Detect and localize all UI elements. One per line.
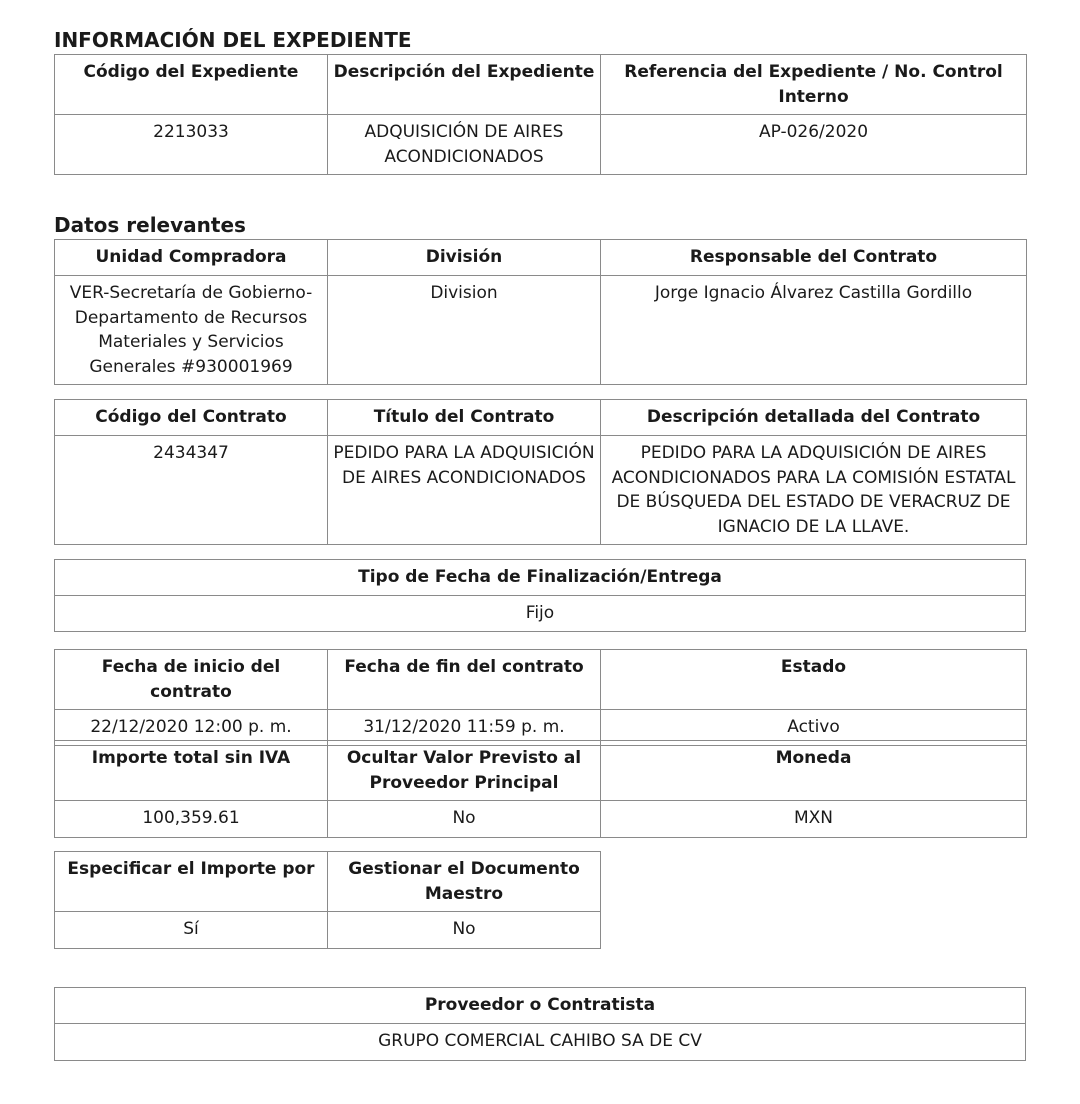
header-descripcion-contrato: Descripción detallada del Contrato: [601, 400, 1027, 436]
table-row: [55, 596, 1026, 632]
value-proveedor: GRUPO COMERCIAL CAHIBO SA DE CV: [55, 1024, 1026, 1061]
header-unidad-compradora: Unidad Compradora: [55, 240, 328, 276]
value-estado: Activo: [601, 710, 1027, 746]
value-division: Division: [328, 276, 601, 385]
contrato-table: [54, 399, 1027, 545]
value-tipo-fecha: Fijo: [55, 596, 1026, 632]
importe-table: [54, 740, 1027, 838]
value-importe-total: 100,359.61: [55, 801, 328, 838]
expediente-heading: INFORMACIÓN DEL EXPEDIENTE: [54, 28, 412, 52]
datos-relevantes-heading: Datos relevantes: [54, 213, 246, 237]
value-fecha-inicio: 22/12/2020 12:00 p. m.: [55, 710, 328, 746]
table-row: [55, 912, 601, 949]
value-especificar-importe: Sí: [55, 912, 328, 949]
table-row: [55, 276, 1027, 385]
expediente-table: [54, 54, 1027, 175]
header-codigo-expediente: Código del Expediente: [55, 55, 328, 115]
value-ocultar-valor: No: [328, 801, 601, 838]
proveedor-table: [54, 987, 1026, 1061]
table-header-row: [55, 988, 1026, 1024]
header-referencia-expediente: Referencia del Expediente / No. Control Interno: [601, 55, 1027, 115]
table-header-row: [55, 852, 601, 912]
header-importe-total: Importe total sin IVA: [55, 741, 328, 801]
header-titulo-contrato: Título del Contrato: [328, 400, 601, 436]
value-unidad-compradora: VER-Secretaría de Gobierno-Departamento de Recursos Materiales y Servicios Generales #930001969: [55, 276, 328, 385]
table-header-row: [55, 741, 1027, 801]
value-descripcion-contrato: PEDIDO PARA LA ADQUISICIÓN DE AIRES ACONDICIONADOS PARA LA COMISIÓN ESTATAL DE BÚSQUEDA DEL ESTADO DE VERACRUZ DE IGNACIO DE LA LLAVE.: [601, 436, 1027, 545]
value-codigo-expediente: 2213033: [55, 115, 328, 175]
header-proveedor: Proveedor o Contratista: [55, 988, 1026, 1024]
header-gestionar-documento: Gestionar el Documento Maestro: [328, 852, 601, 912]
header-estado: Estado: [601, 650, 1027, 710]
table-row: [55, 115, 1027, 175]
fechas-table: [54, 649, 1027, 746]
header-ocultar-valor: Ocultar Valor Previsto al Proveedor Principal: [328, 741, 601, 801]
table-header-row: [55, 240, 1027, 276]
header-codigo-contrato: Código del Contrato: [55, 400, 328, 436]
value-fecha-fin: 31/12/2020 11:59 p. m.: [328, 710, 601, 746]
header-fecha-inicio: Fecha de inicio del contrato: [55, 650, 328, 710]
header-responsable: Responsable del Contrato: [601, 240, 1027, 276]
especificar-table: [54, 851, 601, 949]
header-descripcion-expediente: Descripción del Expediente: [328, 55, 601, 115]
value-referencia-expediente: AP-026/2020: [601, 115, 1027, 175]
table-header-row: [55, 55, 1027, 115]
value-moneda: MXN: [601, 801, 1027, 838]
table-row: [55, 801, 1027, 838]
value-titulo-contrato: PEDIDO PARA LA ADQUISICIÓN DE AIRES ACONDICIONADOS: [328, 436, 601, 545]
value-gestionar-documento: No: [328, 912, 601, 949]
value-descripcion-expediente: ADQUISICIÓN DE AIRES ACONDICIONADOS: [328, 115, 601, 175]
value-codigo-contrato: 2434347: [55, 436, 328, 545]
tipo-fecha-table: [54, 559, 1026, 632]
value-responsable: Jorge Ignacio Álvarez Castilla Gordillo: [601, 276, 1027, 385]
table-header-row: [55, 650, 1027, 710]
header-division: División: [328, 240, 601, 276]
header-especificar-importe: Especificar el Importe por: [55, 852, 328, 912]
header-tipo-fecha: Tipo de Fecha de Finalización/Entrega: [55, 560, 1026, 596]
table-row: [55, 436, 1027, 545]
unidad-table: [54, 239, 1027, 385]
table-header-row: [55, 400, 1027, 436]
table-row: [55, 1024, 1026, 1061]
table-header-row: [55, 560, 1026, 596]
header-fecha-fin: Fecha de fin del contrato: [328, 650, 601, 710]
header-moneda: Moneda: [601, 741, 1027, 801]
